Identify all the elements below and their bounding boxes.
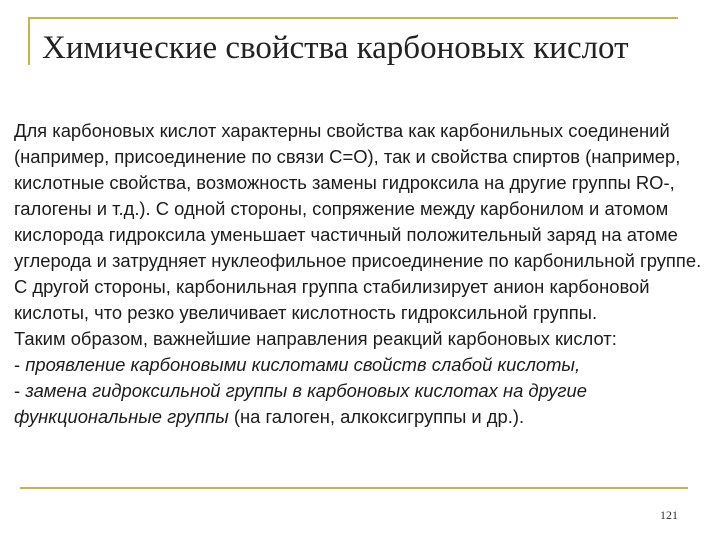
title-frame-top-line [28, 17, 678, 19]
body-paragraph-2: Таким образом, важнейшие направления реакций карбоновых кислот: [14, 328, 617, 349]
slide-body [14, 118, 714, 430]
list-item-1 [14, 352, 714, 378]
list-item-1-text: проявление карбоновыми кислотами свойств слабой кислоты, [25, 354, 581, 375]
body-paragraph-1: Для карбоновых кислот характерны свойства как карбонильных соединений (например, присоединение по связи С=О), так и свойства спиртов (например, кислотные свойства, возможность замены гидроксила на другие группы RO-, галогены и т.д.). С одной стороны, сопряжение между карбонилом и атомом кислорода гидроксила уменьшает частичный положительный заряд на атоме углерода и затрудняет нуклеофильное присоединение по карбонильной группе. С другой стороны, карбонильная группа стабилизирует анион карбоновой кислоты, что резко увеличивает кислотность гидроксильной группы. [14, 120, 702, 323]
list-item-2-tail: (на галоген, алкоксигруппы и др.). [228, 406, 525, 427]
list-item-2-text: замена гидроксильной группы в карбоновых кислотах на другие функциональные группы [14, 380, 587, 427]
list-item-2 [14, 378, 714, 430]
page-number: 121 [660, 508, 678, 522]
slide-title: Химические свойства карбоновых кислот [42, 30, 629, 66]
bottom-accent-line [20, 487, 688, 489]
list-item-1-dash: - [14, 354, 26, 375]
title-frame-left-line [28, 17, 30, 65]
list-item-2-dash: - [14, 380, 26, 401]
